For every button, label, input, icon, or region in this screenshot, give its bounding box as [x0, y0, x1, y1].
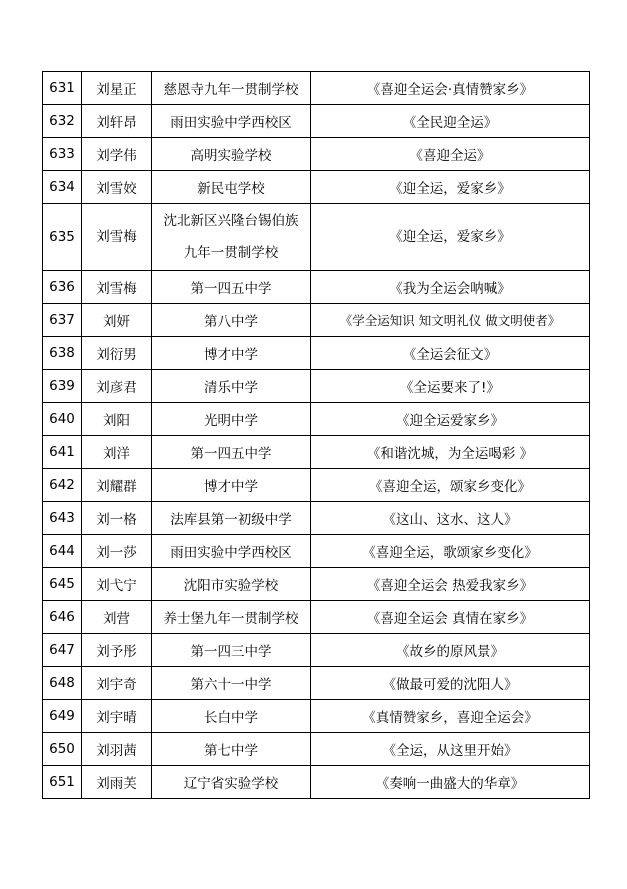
row-number: 643 [43, 502, 82, 535]
table-row [43, 72, 590, 105]
school-name: 博才中学 [152, 469, 311, 502]
student-name: 刘宇奇 [82, 667, 152, 700]
essay-title: 《迎全运爱家乡》 [311, 403, 590, 436]
roster-table-body [43, 72, 590, 799]
student-name: 刘彦君 [82, 370, 152, 403]
essay-title: 《这山、这水、这人》 [311, 502, 590, 535]
row-number: 646 [43, 601, 82, 634]
table-row [43, 436, 590, 469]
school-name: 慈恩寺九年一贯制学校 [152, 72, 311, 105]
student-name: 刘衍男 [82, 337, 152, 370]
essay-title: 《全运要来了!》 [311, 370, 590, 403]
table-row [43, 634, 590, 667]
student-name: 刘洋 [82, 436, 152, 469]
student-name: 刘一莎 [82, 535, 152, 568]
essay-title: 《全运会征文》 [311, 337, 590, 370]
student-name: 刘耀群 [82, 469, 152, 502]
row-number: 645 [43, 568, 82, 601]
row-number: 636 [43, 271, 82, 304]
school-name: 第七中学 [152, 733, 311, 766]
school-name: 养士堡九年一贯制学校 [152, 601, 311, 634]
table-row [43, 105, 590, 138]
essay-title: 《喜迎全运会 真情在家乡》 [311, 601, 590, 634]
table-row [43, 667, 590, 700]
school-name: 雨田实验中学西校区 [152, 105, 311, 138]
table-row [43, 171, 590, 204]
school-name: 新民屯学校 [152, 171, 311, 204]
school-name: 第一四五中学 [152, 271, 311, 304]
table-row [43, 204, 590, 271]
essay-title: 《学全运知识 知文明礼仪 做文明使者》 [311, 304, 590, 337]
table-row [43, 502, 590, 535]
student-name: 刘宇晴 [82, 700, 152, 733]
row-number: 634 [43, 171, 82, 204]
student-name: 刘妍 [82, 304, 152, 337]
school-name: 第一四三中学 [152, 634, 311, 667]
essay-title: 《喜迎全运，歌颂家乡变化》 [311, 535, 590, 568]
table-row [43, 403, 590, 436]
row-number: 638 [43, 337, 82, 370]
school-name: 第六十一中学 [152, 667, 311, 700]
school-name-line-1: 沈北新区兴隆台锡伯族 [163, 213, 299, 229]
essay-title: 《迎全运，爱家乡》 [311, 204, 590, 271]
school-name: 雨田实验中学西校区 [152, 535, 311, 568]
essay-title: 《我为全运会呐喊》 [311, 271, 590, 304]
table-row [43, 700, 590, 733]
school-name: 光明中学 [152, 403, 311, 436]
row-number: 650 [43, 733, 82, 766]
row-number: 632 [43, 105, 82, 138]
student-name: 刘一格 [82, 502, 152, 535]
row-number: 648 [43, 667, 82, 700]
table-row [43, 469, 590, 502]
table-row [43, 138, 590, 171]
student-name: 刘雨芙 [82, 766, 152, 799]
row-number: 631 [43, 72, 82, 105]
school-name: 第八中学 [152, 304, 311, 337]
school-name: 高明实验学校 [152, 138, 311, 171]
table-row [43, 601, 590, 634]
school-name: 博才中学 [152, 337, 311, 370]
essay-title: 《故乡的原风景》 [311, 634, 590, 667]
student-name: 刘营 [82, 601, 152, 634]
school-name: 沈阳市实验学校 [152, 568, 311, 601]
essay-title: 《做最可爱的沈阳人》 [311, 667, 590, 700]
school-name-line-2: 九年一贯制学校 [183, 245, 279, 261]
essay-title: 《和谐沈城，为全运喝彩 》 [311, 436, 590, 469]
student-name: 刘予彤 [82, 634, 152, 667]
table-row [43, 535, 590, 568]
row-number: 642 [43, 469, 82, 502]
essay-title: 《奏响一曲盛大的华章》 [311, 766, 590, 799]
school-name [152, 204, 311, 271]
school-name: 清乐中学 [152, 370, 311, 403]
school-name: 辽宁省实验学校 [152, 766, 311, 799]
row-number: 637 [43, 304, 82, 337]
table-row [43, 568, 590, 601]
table-row [43, 337, 590, 370]
essay-title: 《喜迎全运会·真情赞家乡》 [311, 72, 590, 105]
student-name: 刘弋宁 [82, 568, 152, 601]
row-number: 647 [43, 634, 82, 667]
essay-title: 《全民迎全运》 [311, 105, 590, 138]
school-name: 第一四五中学 [152, 436, 311, 469]
student-name: 刘羽茜 [82, 733, 152, 766]
table-row [43, 370, 590, 403]
row-number: 644 [43, 535, 82, 568]
student-name: 刘雪姣 [82, 171, 152, 204]
row-number: 640 [43, 403, 82, 436]
student-name: 刘雪梅 [82, 271, 152, 304]
student-name: 刘轩昂 [82, 105, 152, 138]
table-row [43, 733, 590, 766]
row-number: 651 [43, 766, 82, 799]
school-name: 长白中学 [152, 700, 311, 733]
table-row [43, 271, 590, 304]
student-name: 刘星正 [82, 72, 152, 105]
essay-title: 《迎全运，爱家乡》 [311, 171, 590, 204]
essay-title: 《真情赞家乡，喜迎全运会》 [311, 700, 590, 733]
school-name: 法库县第一初级中学 [152, 502, 311, 535]
row-number: 641 [43, 436, 82, 469]
table-row [43, 766, 590, 799]
row-number: 635 [43, 204, 82, 271]
roster-table [42, 71, 590, 799]
essay-title: 《全运，从这里开始》 [311, 733, 590, 766]
student-name: 刘阳 [82, 403, 152, 436]
student-name: 刘雪梅 [82, 204, 152, 271]
table-row [43, 304, 590, 337]
row-number: 649 [43, 700, 82, 733]
student-name: 刘学伟 [82, 138, 152, 171]
essay-title: 《喜迎全运》 [311, 138, 590, 171]
row-number: 633 [43, 138, 82, 171]
essay-title: 《喜迎全运会 热爱我家乡》 [311, 568, 590, 601]
essay-title: 《喜迎全运，颂家乡变化》 [311, 469, 590, 502]
row-number: 639 [43, 370, 82, 403]
